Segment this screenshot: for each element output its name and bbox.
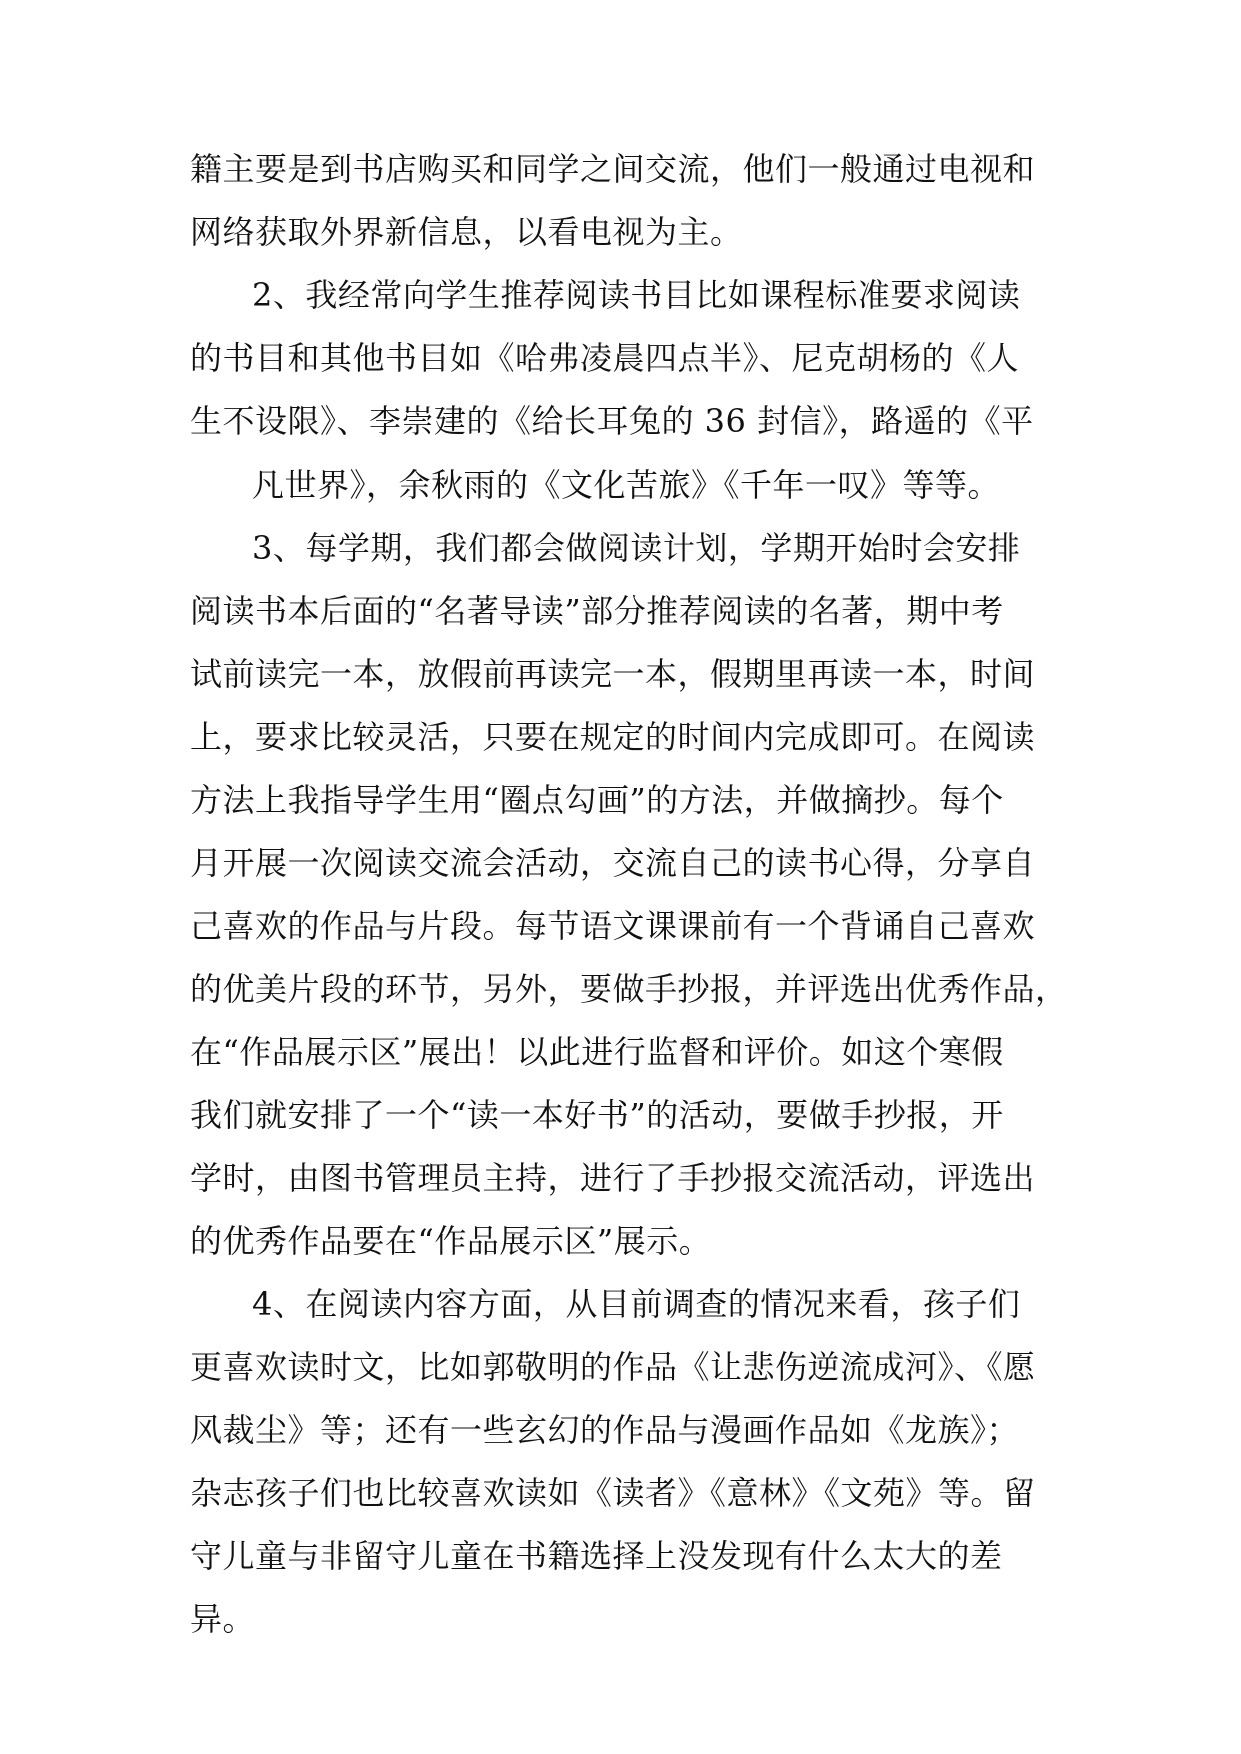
paragraph-4-start: 4、在阅读内容方面，从目前调查的情况来看，孩子们 — [252, 1285, 1021, 1323]
text-line: 的书目和其他书目如《哈弗凌晨四点半》、尼克胡杨的《人 — [190, 339, 1020, 377]
text-line: 守儿童与非留守儿童在书籍选择上没发现有什么太大的差 — [190, 1537, 1003, 1575]
text-line: 月开展一次阅读交流会活动，交流自己的读书心得，分享自 — [190, 844, 1036, 882]
paragraph-2-start: 2、我经常向学生推荐阅读书目比如课程标准要求阅读 — [252, 276, 1021, 314]
text-line: 上，要求比较灵活，只要在规定的时间内完成即可。在阅读 — [190, 718, 1036, 756]
text-line: 凡世界》，余秋雨的《文化苦旅》《千年一叹》等等。 — [252, 466, 1001, 504]
text-line: 的优秀作品要在“作品展示区”展示。 — [190, 1222, 712, 1260]
text-line: 杂志孩子们也比较喜欢读如《读者》《意林》《文苑》等。留 — [190, 1474, 1036, 1512]
text-line: 网络获取外界新信息，以看电视为主。 — [190, 213, 743, 251]
text-line: 更喜欢读时文，比如郭敬明的作品《让悲伤逆流成河》、《愿 — [190, 1348, 1036, 1386]
text-line: 风裁尘》等；还有一些玄幻的作品与漫画作品如《龙族》； — [190, 1411, 1020, 1449]
text-line: 的优美片段的环节，另外，要做手抄报，并评选出优秀作品， — [190, 970, 1068, 1008]
text-line: 异。 — [190, 1600, 256, 1638]
text-line: 籍主要是到书店购买和同学之间交流，他们一般通过电视和 — [190, 150, 1036, 188]
text-line: 生不设限》、李崇建的《给长耳兔的 36 封信》，路遥的《平 — [190, 402, 1034, 440]
text-line: 己喜欢的作品与片段。每节语文课课前有一个背诵自己喜欢 — [190, 907, 1036, 945]
text-line: 阅读书本后面的“名著导读”部分推荐阅读的名著，期中考 — [190, 592, 1004, 630]
text-line: 我们就安排了一个“读一本好书”的活动，要做手抄报，开 — [190, 1096, 1004, 1134]
text-line: 方法上我指导学生用“圈点勾画”的方法，并做摘抄。每个 — [190, 781, 1004, 819]
text-line: 在“作品展示区”展出！以此进行监督和评价。如这个寒假 — [190, 1033, 1004, 1071]
text-line: 试前读完一本，放假前再读完一本，假期里再读一本，时间 — [190, 655, 1036, 693]
text-line: 学时，由图书管理员主持，进行了手抄报交流活动，评选出 — [190, 1159, 1036, 1197]
paragraph-3-start: 3、每学期，我们都会做阅读计划，学期开始时会安排 — [252, 529, 1021, 567]
